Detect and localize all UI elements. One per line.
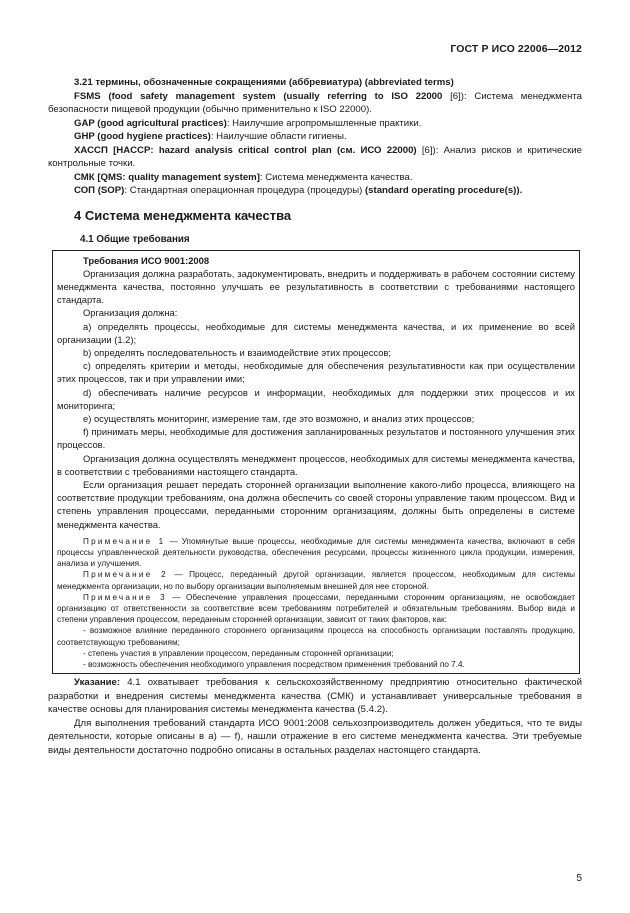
box-list-item: b) определять последовательность и взаимодействие этих процессов; (83, 346, 392, 358)
box-paragraph: Организация должна: (83, 307, 178, 319)
note-3 (57, 592, 575, 626)
term-haccp (48, 144, 582, 171)
term-def: : Система менеджмента безопасности пищевой продукции (обычно применительно к ISO 22000). (48, 90, 582, 115)
box-list-item: c) определять критерии и методы, необходимые для обеспечения результативности как при осуществлении этих процессов, так и при управлении ими; (57, 360, 575, 385)
term-sop (48, 184, 582, 198)
term-def: : Наилучшие агропромышленные практики. (226, 117, 422, 129)
box-title: Требования ИСО 9001:2008 (83, 254, 210, 266)
section-4-heading: 4 Система менеджмента качества (74, 207, 292, 223)
note-label: Примечание 2 (83, 570, 168, 580)
term-abbr: СОП (SOP) (74, 185, 125, 196)
box-list-item: f) принимать меры, необходимые для достижения запланированных результатов и постоянного улучшения этих процессов. (57, 426, 575, 451)
standard-header: ГОСТ Р ИСО 22006—2012 (450, 43, 582, 55)
note-1 (57, 536, 575, 570)
indication-label: Указание: (74, 677, 121, 689)
term-ref: [6]) (450, 90, 464, 102)
note-2 (57, 569, 575, 591)
note-text: — Обеспечение управления процессами, переданными сторонним организациям, не освобождает организацию от ответственности за соответствие всем требованиям потребителей и обязательным требованиям. Выбор вида и степени управления процессом, переданным сторонней организации, зависит от таких факторов, как: (57, 592, 575, 625)
box-paragraph: Организация должна разработать, задокументировать, внедрить и поддерживать в рабочем состоянии систему менеджмента качества, постоянно улучшать ее результативность в соответствии с требованиями настоящего стандарта. (57, 267, 575, 306)
note-3-item: - возможное влияние переданного стороннего организациям процесса на способность организации поставлять продукцию, соответствующую требованиям; (57, 626, 575, 647)
note-3-item: - степень участия в управлении процессом, переданным сторонней организации; (83, 648, 394, 658)
term-ghp (48, 130, 582, 144)
final-paragraph: Для выполнения требований стандарта ИСО 9001:2008 сельхозпроизводитель должен убедиться, что те виды деятельности, которые описаны в а) — f), нашли отражение в его системе менеджмента качества. Эти требуемые виды деятельности достаточно подробно описаны в остальных разделах настоящего стандарта. (48, 717, 582, 756)
note-text: — Упомянутые выше процессы, необходимые для системы менеджмента качества, включают в себя процессы управленческой деятельности руководства, обеспечения ресурсами, процессы жизненного цикла продукции, измерения, анализа и улучшения. (57, 536, 575, 569)
page-number: 5 (576, 873, 582, 884)
box-list-item: d) обеспечивать наличие ресурсов и информации, необходимых для поддержки этих процессов и их мониторинга; (57, 386, 575, 411)
term-abbr: GHP (good hygiene practices) (74, 131, 211, 142)
note-label: Примечание 1 (83, 536, 166, 546)
indication-text: 4.1 охватывает требования к сельскохозяйственному предприятию относительно фактической разработки и внедрения системы менеджмента качества (СМК) и устанавливает универсальные требования в качестве основы для планирования системы менеджмента качества (5.4.2). (48, 677, 582, 716)
term-abbr: СМК [QMS: quality management system] (74, 171, 260, 183)
box-paragraph: Организация должна осуществлять менеджмент процессов, необходимых для системы менеджмента качества, в соответствии с требованиями настоящего стандарта. (57, 452, 575, 477)
note-text: — Процесс, переданный другой организации, является процессом, необходимым для системы менеджмента организации, но по выбору организации выполняемым внешней для нее стороной. (57, 570, 575, 591)
iso-requirements-box (52, 250, 580, 675)
term-extra: (standard operating procedure(s)). (364, 185, 523, 196)
term-def: : Система менеджмента качества. (259, 171, 413, 183)
term-qms (48, 171, 582, 185)
term-gap (48, 117, 582, 131)
section-3-21-title: 3.21 термины, обозначенные сокращениями (аббревиатура) (abbreviated terms) (74, 77, 454, 88)
term-fsms (48, 90, 582, 117)
term-def: : Наилучшие области гигиены. (210, 131, 347, 142)
page-content (48, 76, 582, 757)
box-paragraph: Если организация решает передать сторонней организации выполнение какого-либо процесса, влияющего на соответствие продукции требованиям, она должна обеспечить со своей стороны управление таким процессом. Вид и степень управления процессами, переданными сторонним организациям, должны быть определены в системе менеджмента качества. (57, 478, 575, 530)
note-label: Примечание 3 (83, 592, 167, 602)
term-def: : Анализ рисков и критические контрольные точки. (48, 144, 583, 169)
term-abbr: FSMS (food safety management system (usually referring to ISO 22000 (74, 90, 451, 102)
box-list-item: a) определять процессы, необходимые для системы менеджмента качества, и их применение во всей организации (1.2); (57, 320, 575, 345)
term-ref: [6]) (416, 144, 436, 156)
term-abbr: ХАССП [HACCP: hazard analysis critical control plan (см. ИСО 22000) (74, 144, 417, 156)
note-3-item: - возможность обеспечения необходимого управления посредством применения требований по 7.4. (83, 660, 465, 669)
box-list-item: e) осуществлять мониторинг, измерение там, где это возможно, и анализ этих процессов; (83, 412, 475, 424)
indication-paragraph (48, 676, 582, 717)
section-4-1-heading: 4.1 Общие требования (80, 233, 190, 245)
term-abbr: GAP (good agricultural practices) (74, 117, 227, 129)
term-def: : Стандартная операционная процедура (процедуры) (124, 185, 365, 196)
